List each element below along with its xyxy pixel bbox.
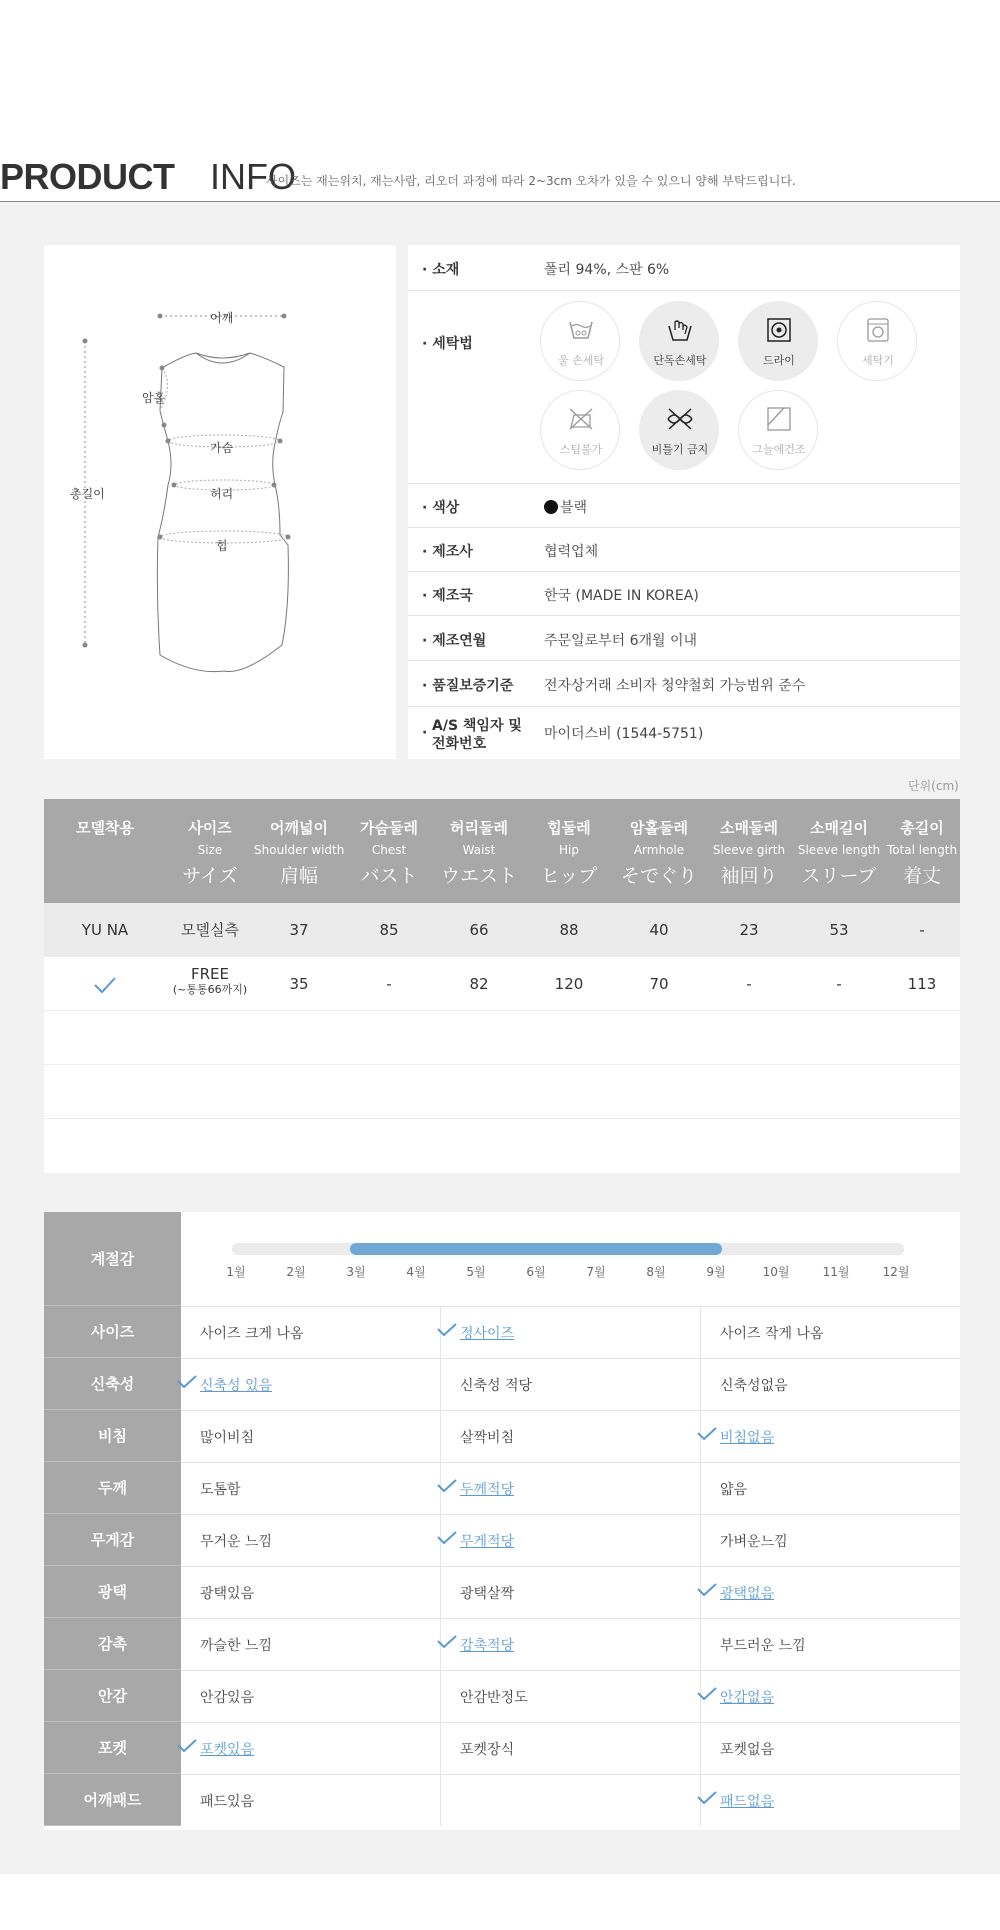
wash-hand-wash <box>639 301 719 381</box>
feature-option: 도톰함 <box>200 1482 241 1498</box>
no-wring-icon <box>667 407 693 431</box>
feature-option: 광택살짝 <box>460 1586 515 1602</box>
wash-wool-hand-wash <box>540 301 620 381</box>
info-value-color: 블랙 <box>544 497 587 517</box>
info-row-quality <box>408 661 960 707</box>
info-value-quality: 전자상거래 소비자 청약철회 가능범위 준수 <box>544 678 806 694</box>
size-row-empty <box>44 1119 960 1173</box>
size-cell: YU NA <box>81 921 129 939</box>
size-header-6: 암홀둘레 Armhole そでぐり <box>620 819 697 887</box>
check-icon <box>696 1686 718 1702</box>
season-month: 8월 <box>646 1265 666 1279</box>
info-row-material <box>408 245 960 291</box>
page-title-light: INFO <box>210 156 296 197</box>
size-cell: 37 <box>289 921 309 939</box>
check-icon <box>93 976 117 994</box>
feature-row-divider <box>181 1462 960 1463</box>
feature-option-selected: 패드없음 <box>720 1794 775 1810</box>
washing-machine-icon <box>865 318 891 342</box>
feature-option-selected: 두께적당 <box>460 1482 515 1498</box>
info-key-quality: · 품질보증기준 <box>422 678 514 694</box>
feature-key: 사이즈 <box>44 1306 181 1358</box>
feature-option: 패드있음 <box>200 1794 255 1810</box>
size-header-9: 총길이 Total length 着丈 <box>886 819 958 887</box>
feature-option-selected: 광택없음 <box>720 1586 775 1602</box>
info-row-as: · A/S 책임자 및 전화번호 마이더스비 (1544-5751) <box>422 718 704 752</box>
info-value-date: 주문일로부터 6개월 이내 <box>544 633 698 649</box>
feature-row-divider <box>181 1774 960 1775</box>
feature-col-divider <box>440 1670 441 1722</box>
label-shoulder: 어깨 <box>210 311 234 325</box>
info-key-date: · 제조연월 <box>422 633 487 649</box>
feature-option: 안감있음 <box>200 1690 255 1706</box>
feature-key: 광택 <box>44 1566 181 1618</box>
wash-shade-dry <box>738 390 818 470</box>
product-info-table <box>408 245 960 759</box>
wash-label-5: 비틀기 금지 <box>651 443 709 456</box>
feature-option: 신축성 적당 <box>460 1378 533 1394</box>
feature-option-selected: 포켓있음 <box>200 1742 255 1758</box>
feature-option: 포켓장식 <box>460 1742 515 1758</box>
info-row-country <box>408 572 960 616</box>
season-month: 12월 <box>882 1265 910 1279</box>
feature-key: 비침 <box>44 1410 181 1462</box>
feature-col-divider <box>440 1566 441 1618</box>
season-month: 10월 <box>762 1265 790 1279</box>
season-month: 3월 <box>346 1265 366 1279</box>
check-icon <box>696 1426 718 1442</box>
feature-col-divider <box>440 1722 441 1774</box>
feature-option-selected: 감촉적당 <box>460 1638 515 1654</box>
feature-col-divider <box>440 1358 441 1410</box>
dry-clean-icon <box>766 318 792 342</box>
feature-option: 얇음 <box>720 1482 748 1498</box>
info-value-as: 마이더스비 (1544-5751) <box>544 726 704 742</box>
feature-key-season: 계절감 <box>44 1212 181 1306</box>
wash-label-0: 울 손세탁 <box>557 354 604 367</box>
wool-hand-wash-icon <box>568 318 594 342</box>
feature-key: 어깨패드 <box>44 1774 181 1826</box>
label-waist: 허리 <box>210 487 234 501</box>
wash-label-2: 드라이 <box>763 354 795 367</box>
season-month: 4월 <box>406 1265 426 1279</box>
feature-row-divider <box>181 1618 960 1619</box>
season-month: 9월 <box>706 1265 726 1279</box>
size-cell: 88 <box>559 921 579 939</box>
size-cell: 23 <box>739 921 759 939</box>
feature-option: 포켓없음 <box>720 1742 775 1758</box>
size-notice: 사이즈는 재는위치, 재는사람, 리오더 과정에 따라 2~3cm 오차가 있을 수 있으니 양해 부탁드립니다. <box>266 174 796 188</box>
size-header-1: 사이즈 Size サイズ <box>182 819 238 887</box>
feature-col-divider <box>700 1618 701 1670</box>
model-worn-check <box>44 957 166 1011</box>
feature-key: 안감 <box>44 1670 181 1722</box>
size-cell: 53 <box>829 921 849 939</box>
size-header-5: 힙둘레 Hip ヒップ <box>540 819 598 887</box>
feature-option: 부드러운 느낌 <box>720 1638 806 1654</box>
feature-col-divider <box>700 1514 701 1566</box>
check-icon <box>436 1322 458 1338</box>
check-icon <box>696 1790 718 1806</box>
wash-label-1: 단독손세탁 <box>653 354 707 367</box>
label-armhole: 암홀 <box>142 391 166 405</box>
size-cell: 40 <box>649 921 669 939</box>
size-header-2: 어깨넓이 Shoulder width 肩幅 <box>254 819 345 887</box>
size-cell: 모델실측 <box>181 921 239 939</box>
feature-option-selected: 안감없음 <box>720 1690 775 1706</box>
check-icon <box>176 1374 198 1390</box>
size-row-free <box>44 957 960 1011</box>
season-bar-fill <box>350 1243 722 1255</box>
label-hip: 힙 <box>216 539 228 553</box>
no-steam-icon <box>568 407 594 431</box>
feature-key: 두께 <box>44 1462 181 1514</box>
shade-dry-icon <box>766 407 792 431</box>
wash-label-6: 그늘에건조 <box>752 443 806 456</box>
hand-wash-icon <box>667 318 693 342</box>
feature-row-divider <box>181 1514 960 1515</box>
size-cell: 66 <box>469 921 489 939</box>
info-value-material: 폴리 94%, 스판 6% <box>544 262 670 278</box>
season-month: 6월 <box>526 1265 546 1279</box>
size-cell: 113 <box>907 975 937 993</box>
feature-option: 까슬한 느낌 <box>200 1638 273 1654</box>
info-row-washing <box>408 291 960 484</box>
feature-row-divider <box>181 1358 960 1359</box>
size-header-0: 모델착용 <box>76 819 134 837</box>
size-cell: 85 <box>379 921 399 939</box>
feature-row-divider <box>181 1670 960 1671</box>
info-key-color: · 색상 <box>422 500 460 516</box>
season-month: 1월 <box>226 1265 246 1279</box>
size-cell: - <box>746 975 752 993</box>
feature-option-selected: 비침없음 <box>720 1430 775 1446</box>
info-key-maker: · 제조사 <box>422 544 473 560</box>
size-header-7: 소매둘레 Sleeve girth 袖回り <box>712 819 786 887</box>
feature-key: 포켓 <box>44 1722 181 1774</box>
size-cell: 70 <box>649 975 669 993</box>
feature-key: 감촉 <box>44 1618 181 1670</box>
feature-col-divider <box>700 1306 701 1358</box>
size-cell: - <box>919 921 925 939</box>
season-month: 11월 <box>822 1265 850 1279</box>
feature-option: 살짝비침 <box>460 1430 515 1446</box>
size-row-model <box>44 903 960 957</box>
feature-option-selected: 신축성 있음 <box>200 1378 273 1394</box>
info-key-washing: · 세탁법 <box>422 336 473 352</box>
feature-option: 사이즈 크게 나옴 <box>200 1326 304 1342</box>
info-row-color <box>408 484 960 528</box>
feature-option: 신축성없음 <box>720 1378 788 1394</box>
size-cell: 120 <box>554 975 584 993</box>
wash-no-wring <box>639 390 719 470</box>
size-cell-free: FREE (~통통66까지) <box>172 965 248 996</box>
feature-key: 신축성 <box>44 1358 181 1410</box>
feature-option: 사이즈 작게 나옴 <box>720 1326 824 1342</box>
info-row-date <box>408 616 960 661</box>
label-total-length: 총길이 <box>70 487 105 501</box>
size-cell: - <box>836 975 842 993</box>
info-row-maker <box>408 528 960 572</box>
measurement-diagram <box>44 245 396 759</box>
feature-option: 안감반정도 <box>460 1690 528 1706</box>
wash-label-4: 스팀불가 <box>559 443 603 456</box>
feature-row-divider <box>181 1722 960 1723</box>
feature-row-divider <box>181 1306 960 1307</box>
season-month: 5월 <box>466 1265 486 1279</box>
size-cell: 35 <box>289 975 309 993</box>
check-icon <box>436 1530 458 1546</box>
wash-no-steam <box>540 390 620 470</box>
check-icon <box>436 1478 458 1494</box>
size-cell: - <box>386 975 392 993</box>
size-table-header <box>44 799 960 903</box>
check-icon <box>436 1634 458 1650</box>
feature-col-divider <box>700 1462 701 1514</box>
wash-label-3: 세탁기 <box>862 354 894 367</box>
color-swatch <box>544 500 558 514</box>
label-chest: 가슴 <box>210 441 234 455</box>
size-header-8: 소매길이 Sleeve length スリーブ <box>797 819 881 887</box>
feature-row-divider <box>181 1566 960 1567</box>
unit-label: 단위(cm) <box>908 779 959 793</box>
size-header-3: 가슴둘레 Chest バスト <box>360 819 418 887</box>
size-row-empty <box>44 1011 960 1065</box>
feature-row-divider <box>181 1410 960 1411</box>
info-key-material: · 소재 <box>422 262 460 278</box>
page-title-bold: PRODUCT <box>0 156 175 197</box>
feature-option-selected: 정사이즈 <box>460 1326 515 1342</box>
feature-col-divider <box>700 1722 701 1774</box>
size-header-4: 허리둘레 Waist ウエスト <box>440 819 517 887</box>
info-key-country: · 제조국 <box>422 588 473 604</box>
product-info-header <box>0 150 1000 202</box>
feature-key: 무게감 <box>44 1514 181 1566</box>
wash-dry-clean <box>738 301 818 381</box>
feature-option-selected: 무게적당 <box>460 1534 515 1550</box>
season-bar <box>232 1243 904 1255</box>
feature-option: 많이비침 <box>200 1430 255 1446</box>
info-value-maker: 협력업체 <box>544 544 599 560</box>
size-row-empty <box>44 1065 960 1119</box>
feature-col-divider <box>440 1774 441 1826</box>
size-cell: 82 <box>469 975 489 993</box>
feature-option: 무거운 느낌 <box>200 1534 273 1550</box>
season-month: 2월 <box>286 1265 306 1279</box>
check-icon <box>696 1582 718 1598</box>
feature-option: 가벼운느낌 <box>720 1534 788 1550</box>
feature-col-divider <box>700 1358 701 1410</box>
info-value-country: 한국 (MADE IN KOREA) <box>544 588 699 604</box>
wash-washing-machine <box>837 301 917 381</box>
season-month: 7월 <box>586 1265 606 1279</box>
feature-col-divider <box>440 1410 441 1462</box>
feature-table <box>44 1212 960 1830</box>
check-icon <box>176 1738 198 1754</box>
feature-option: 광택있음 <box>200 1586 255 1602</box>
